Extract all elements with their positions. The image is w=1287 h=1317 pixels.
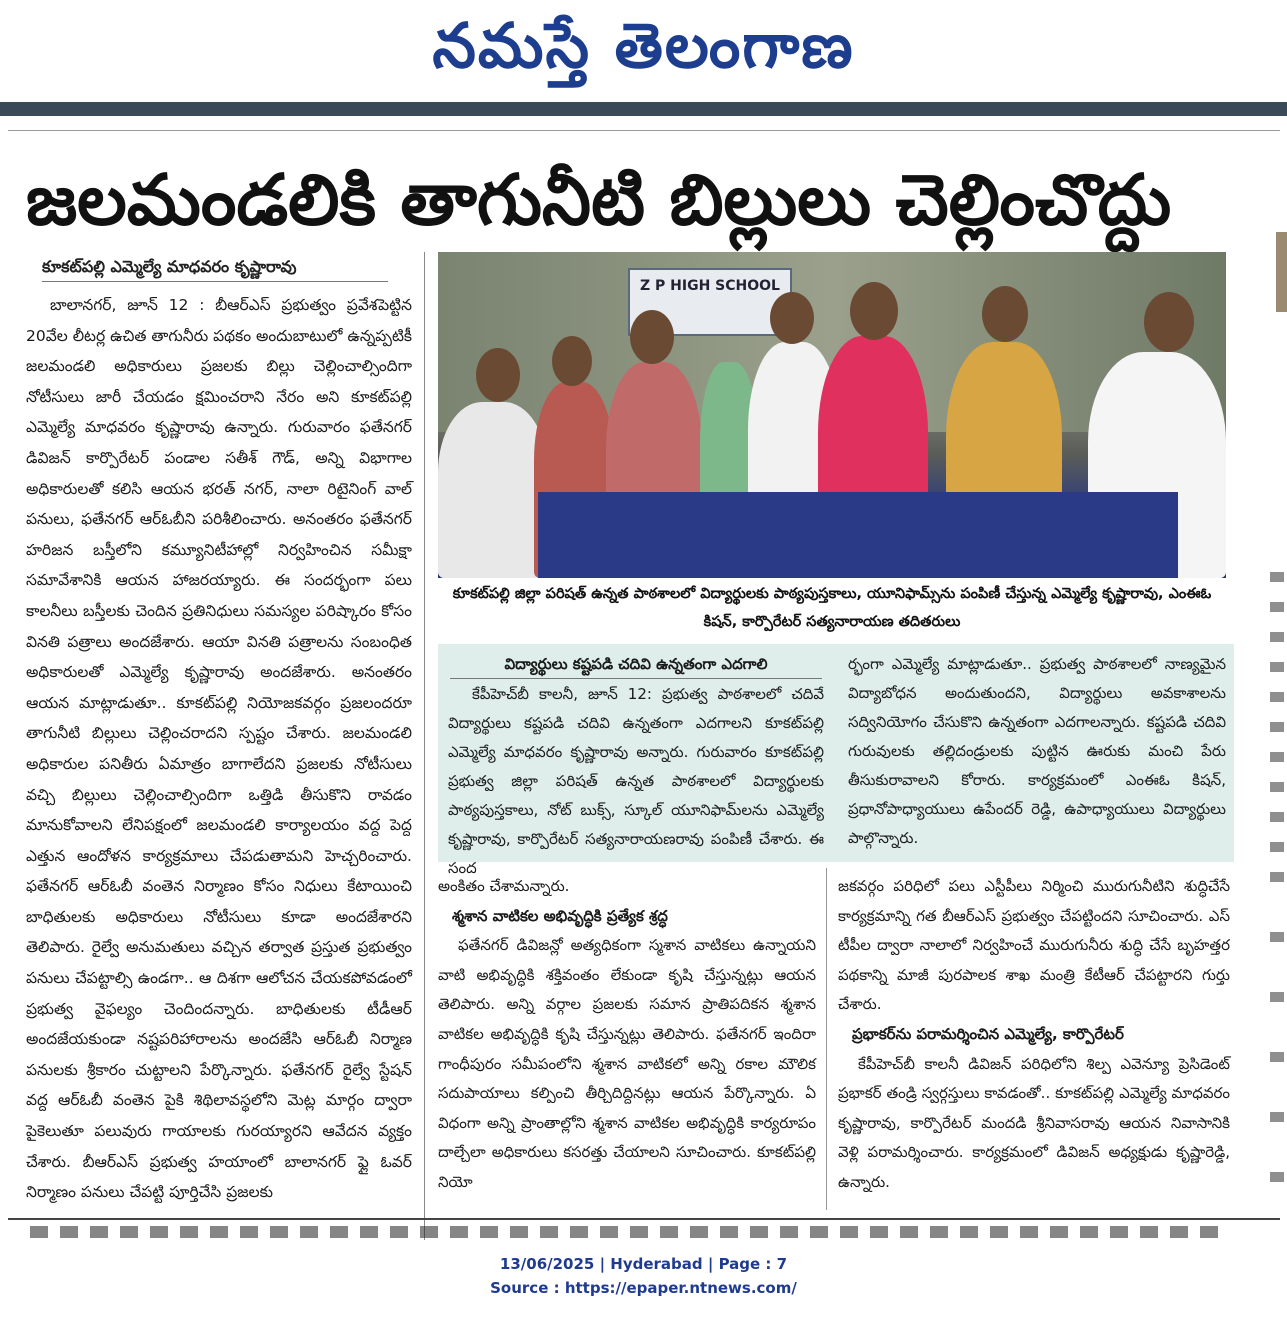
boxed-story-title: విద్యార్థులు కష్టపడి చదివి ఉన్నతంగా ఎదగాలి: [450, 650, 822, 679]
photo-person: [438, 402, 548, 578]
body-paragraph: ర్భంగా ఎమ్మెల్యే మాట్లాడుతూ.. ప్రభుత్వ పాఠశాలలో నాణ్యమైన విద్యాబోధన అందుతుందని, విద్యార్థులు అవకాశాలను సద్వినియోగం చేసుకొని ఉన్నతంగా ఎదగాలన్నారు. కష్టపడి చదివి గురువులకు తల్లిదండ్రులకు పుట్టిన ఊరుకు మంచి పేరు తీసుకురావాలని కోరారు. కార్యక్రమంలో ఎంఈఓ కిషన్, ప్రధానోపాధ్యాయులు ఉపేందర్ రెడ్డి, ఉపాధ్యాయులు విద్యార్థులు పాల్గొన్నారు.: [848, 655, 1226, 847]
cropped-next-article: [30, 1226, 1230, 1238]
article-headline: జలమండలికి తాగునీటి బిల్లులు చెల్లించొద్దు: [26, 159, 1172, 241]
signboard-text: Z P HIGH SCHOOL: [640, 278, 780, 294]
column-divider: [826, 868, 827, 1210]
body-paragraph: జకవర్గం పరిధిలో పలు ఎస్టీపీలు నిర్మించి మురుగునీటిని శుద్ధిచేసే కార్యక్రమాన్ని గత బీఆర్‌ఎస్ ప్రభుత్వం చేపట్టిందని సూచించారు. ఎస్ టీపీల ద్వారా నాలాలో నిర్వహించే మురుగునీరు శుద్ధి చేసే బృహత్తర పథకాన్ని మాజీ పురపాలక శాఖ మంత్రి కేటీఆర్ చేపట్టారని గుర్తు చేశారు.: [838, 877, 1230, 1014]
continuation-column-1: [438, 872, 816, 1212]
cropped-text-fragment: [1270, 782, 1284, 792]
bottom-rule: [8, 1218, 1280, 1224]
cropped-text-fragment: [1270, 632, 1284, 642]
continuation-lead: అంకితం చేశామన్నారు.: [438, 877, 570, 895]
body-paragraph: ఫతేనగర్ డివిజన్లో అత్యధికంగా స్మశాన వాటికలు ఉన్నాయని వాటి అభివృద్ధికి శక్తివంతం లేకుండా కృషి చేస్తున్నట్లు ఆయన తెలిపారు. అన్ని వర్గాల ప్రజలకు సమాన ప్రాతిపదికన శ్మశాన వాటికల అభివృద్ధికి కృషి చేస్తున్నట్లు తెలిపారు. ఫతేనగర్ ఇందిరా గాంధీపురం సమీపంలోని శ్మశాన వాటికలో అన్ని రకాల మౌలిక సదుపాయాలు కల్పించి తీర్చిదిద్దినట్లు ఆయన పేర్కొన్నారు. ఏ విధంగా అన్ని ప్రాంతాల్లోని శ్మశాన వాటికల అభివృద్ధికి కార్యరూపం దాల్చేలా అధికారులు కసరత్తు చేయాలని సూచించారు. కూకట్‌పల్లి నియో: [438, 936, 816, 1191]
cropped-text-fragment: [1270, 1052, 1284, 1062]
body-paragraph: బాలానగర్, జూన్ 12 : బీఆర్‌ఎస్ ప్రభుత్వం ప్రవేశపెట్టిన 20వేల లీటర్ల ఉచిత తాగునీరు పథకం అందుబాటులో ఉన్నప్పటికీ జలమండలి అధికారులు ప్రజలకు బిల్లు చెల్లించాల్సిందిగా నోటీసులు జారీ చేయడం క్షమించరాని నేరం అని కూకట్‌పల్లి ఎమ్మెల్యే మాధవరం కృష్ణారావు ఉన్నారు. గురువారం ఫతేనగర్ డివిజన్ కార్పొరేటర్ పండాల సతీశ్ గౌడ్, అన్ని విభాగాల అధికారులతో కలిసి ఆయన భరత్ నగర్, నాలా రిటైనింగ్ వాల్ పనులు, ఫతేనగర్ ఆర్‌ఓబీని పరిశీలించారు. అనంతరం ఫతేనగర్ హరిజన బస్తీలోని కమ్యూనిటీహాల్లో నిర్వహించిన సమీక్షా సమావేశానికి ఆయన హాజరయ్యారు. ఈ సందర్భంగా పలు కాలనీలు బస్తీలకు చెందిన ప్రతినిధులు సమస్యల పరిష్కారం కోసం వినతి పత్రాలు అందజేశారు. ఆయా వినతి పత్రాలను సంబంధిత అధికారులతో ఎమ్మెల్యే కృష్ణారావు అందజేశారు. అనంతరం ఆయన మాట్లాడుతూ.. కూకట్‌పల్లి నియోజకవర్గం ప్రజలందరూ తాగునీటి బిల్లులు చెల్లించరాదని స్పష్టం చేశారు. జలమండలి అధికారుల పనితీరు ఏమాత్రం బాగాలేదని ప్రజలకు నోటీసులు వచ్చి బిల్లులు చెల్లించాల్సిందిగా ఒత్తిడి తీసుకొని రావడం మానుకోవాలని లేనిపక్షంలో జలమండలి కార్యాలయం వద్ద పెద్ద ఎత్తున ఆందోళన కార్యక్రమాలు చేపడుతామని హెచ్చరించారు. ఫతేనగర్ ఆర్‌ఓబీ వంతెన నిర్మాణం కోసం నిధులు కేటాయించి బాధితులకు అధికారులు నోటీసులు కూడా అందజేశారని తెలిపారు. రైల్వే అనుమతులు వచ్చిన తర్వాత ప్రస్తుత ప్రభుత్వం పనులు చేపట్టాల్సి ఉండగా.. ఆ దిశగా ఆలోచన చేయకపోవడంలో ప్రభుత్వ వైఫల్యం చెందిందన్నారు. బాధితులకు టీడీఆర్ అందజేయకుండా నష్టపరిహారాలను అందజేసి ఆర్‌ఓబీ నిర్మాణ పనులకు శ్రీకారం చుట్టాలని పేర్కొన్నారు. ఫతేనగర్ రైల్వే స్టేషన్ వద్ద ఆర్‌ఓబీ వంతెన పైకి శిథిలావస్థలోని మెట్ల మార్గం ద్వారా పైకెలుతూ పలువురు గాయాలకు గురయ్యారని ఆవేదన వ్యక్తం చేశారు. బీఆర్‌ఎస్ ప్రభుత్వ హయాంలో బాలానగర్ ఫ్లై ఓవర్ నిర్మాణం పనులు చేపట్టి పూర్తిచేసి ప్రజలకు: [26, 296, 412, 1202]
body-paragraph: కేపీహెచ్‌బీ కాలనీ, జూన్ 12: ప్రభుత్వ పాఠశాలలో చదివే విద్యార్థులు కష్టపడి చదివి ఉన్నతంగా ఎదగాలని కూకట్‌పల్లి ఎమ్మెల్యే మాధవరం కృష్ణారావు అన్నారు. గురువారం కూకట్‌పల్లి ప్రభుత్వ జిల్లా పరిషత్ ఉన్నత పాఠశాలలో విద్యార్థులకు పాఠ్యపుస్తకాలు, నోట్ బుక్స్, స్కూల్ యూనిఫామ్‌లను ఎమ్మెల్యే కృష్ణారావు, కార్పొరేటర్ సత్యనారాయణరావు పంపిణీ చేశారు. ఈ సంద: [448, 685, 824, 877]
masthead: [0, 0, 1287, 102]
photo-person-head: [982, 286, 1028, 342]
photo-person-head: [476, 348, 520, 402]
photo-person-head: [630, 310, 674, 364]
news-photo: [438, 252, 1226, 578]
cropped-text-fragment: [1270, 662, 1284, 672]
cropped-text-fragment: [1270, 722, 1284, 732]
cropped-text-fragment: [1270, 992, 1284, 1002]
crosshead-condolence: ప్రభాకర్‌ను పరామర్శించిన ఎమ్మెల్యే, కార్పొరేటర్: [852, 1024, 1124, 1043]
photo-person-head: [770, 292, 814, 344]
cropped-text-fragment: [1270, 1112, 1284, 1122]
boxed-story-column-2: [848, 650, 1226, 860]
cropped-neighbour-column: [1264, 232, 1287, 1222]
footer-source: Source : https://epaper.ntnews.com/: [490, 1279, 797, 1297]
photo-person-head: [552, 336, 592, 386]
cropped-text-fragment: [1270, 602, 1284, 612]
newspaper-logo: నమస్తే తెలంగాణ: [432, 9, 855, 82]
photo-caption: కూకట్‌పల్లి జిల్లా పరిషత్ ఉన్నత పాఠశాలలో విద్యార్థులకు పాఠ్యపుస్తకాలు, యూనిఫామ్స్‌ను పంపిణీ చేస్తున్న ఎమ్మెల్యే కృష్ణారావు, ఎంఈఓ కిషన్, కార్పొరేటర్ సత్యనారాయణ తదితరులు: [452, 586, 1212, 630]
photo-person-head: [1144, 292, 1194, 352]
cropped-text-fragment: [1270, 872, 1284, 882]
boxed-story: [438, 644, 1234, 877]
epaper-footer: [0, 1252, 1287, 1302]
cropped-text-fragment: [1270, 692, 1284, 702]
body-paragraph: కేపీహెచ్‌బీ కాలనీ డివిజన్ పరిధిలోని శిల్ప ఎవెన్యూ ప్రెసిడెంట్ ప్రభాకర్ తండ్రి స్వర్గస్తులు కావడంతో.. కూకట్‌పల్లి ఎమ్మెల్యే మాధవరం కృష్ణారావు, కార్పొరేటర్ మందడి శ్రీనివాసరావు ఆయన నివాసానికి వెళ్లి పరామర్శించారు. కార్యక్రమంలో డివిజన్ అధ్యక్షుడు కృష్ణారెడ్డి, ఉన్నారు.: [838, 1054, 1230, 1191]
cropped-text-fragment: [1270, 1172, 1284, 1182]
cropped-text-fragment: [1270, 752, 1284, 762]
footer-date-page: 13/06/2025 | Hyderabad | Page : 7: [499, 1255, 788, 1273]
column-divider: [424, 252, 425, 1240]
article-subhead: కూకట్‌పల్లి ఎమ్మెల్యే మాధవరం కృష్ణారావు: [42, 253, 388, 282]
cropped-text-fragment: [1270, 812, 1284, 822]
continuation-column-2: [838, 872, 1230, 1212]
cropped-text-fragment: [1270, 572, 1284, 582]
cropped-text-fragment: [1270, 842, 1284, 852]
photo-person-head: [850, 282, 898, 340]
photo-table: [538, 492, 1178, 578]
article-body-left: [26, 290, 412, 1235]
crosshead-cemetery: శ్మశాన వాటికల అభివృద్ధికి ప్రత్యేక శ్రద్ధ: [452, 906, 668, 925]
boxed-story-column-1: [448, 680, 824, 877]
cropped-text-fragment: [1270, 932, 1284, 942]
masthead-bar: [0, 102, 1287, 116]
